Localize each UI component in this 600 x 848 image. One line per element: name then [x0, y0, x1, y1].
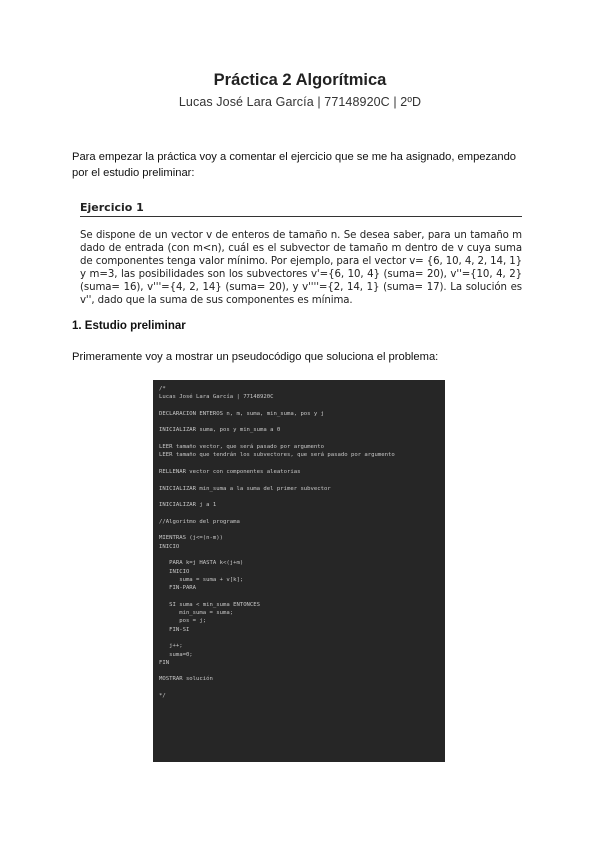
pseudocode-screenshot	[153, 380, 445, 762]
section-heading: 1. Estudio preliminar	[72, 320, 186, 332]
document-subtitle: Lucas José Lara García | 77148920C | 2ºD	[178, 95, 422, 109]
intro-paragraph: Para empezar la práctica voy a comentar el ejercicio que se me ha asignado, empezando por el estudio preliminar:	[72, 151, 517, 179]
exercise-title: Ejercicio 1	[80, 201, 522, 217]
document-title: Práctica 2 Algorítmica	[213, 71, 387, 89]
exercise-statement: Se dispone de un vector v de enteros de tamaño n. Se desea saber, para un tamaño m dado de entrada (con m<n), cuál es el subvector de tamaño m dentro de v cuya suma de componentes tenga valor mínimo. Por ejemplo, para el vector v= {6, 10, 4, 2, 14, 1} y m=3, las posibilidades son los subvectores v'={6, 10, 4} (suma= 20), v''={10, 4, 2} (suma= 16), v'''={4, 2, 14} (suma= 20), y v''''={2, 14, 1} (suma= 17). La solución es v'', dado que la suma de sus componentes es mínima.	[80, 230, 522, 306]
exercise-block	[80, 201, 522, 306]
pseudocode-text: /* Lucas José Lara García | 77148920C DECLARACION ENTEROS n, m, suma, min_suma, pos y j INICIALIZAR suma, pos y min_suma a 0 LEER tamaño vector, que será pasado por argumento LEER tamaño que tendrán los subvectores, que será pasado por argumento RELLENAR vector con componentes aleatorias INICIALIZAR min_suma a la suma del primer subvector INICIALIZAR j a 1 //Algoritmo del programa MIENTRAS (j<=(n-m)) INICIO PARA k=j HASTA k<(j+m) INICIO suma = suma + v[k]; FIN-PARA SI suma < min_suma ENTONCES min_suma = suma; pos = j; FIN-SI j++; suma=0; FIN MOSTRAR solución */	[159, 386, 395, 699]
code-intro-paragraph: Primeramente voy a mostrar un pseudocódigo que soluciona el problema:	[72, 351, 439, 363]
